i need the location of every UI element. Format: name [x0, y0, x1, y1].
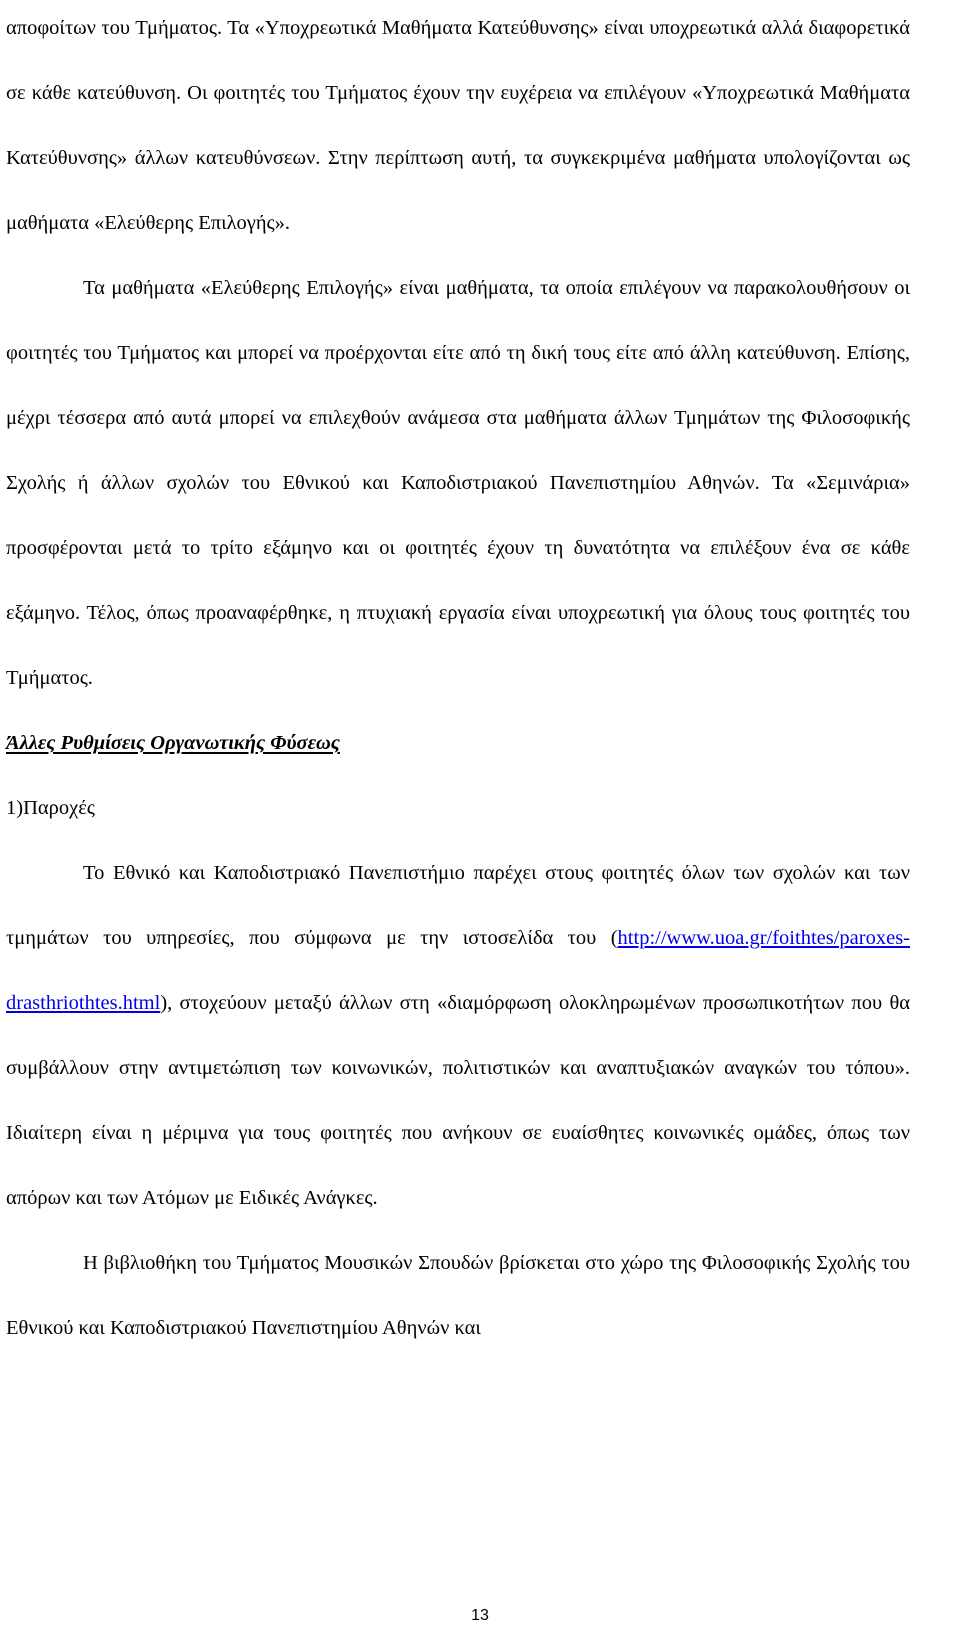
paragraph-compulsory-courses: αποφοίτων του Τμήματος. Τα «Υποχρεωτικά Μαθήματα Κατεύθυνσης» είναι υποχρεωτικά αλλά διαφορετικά σε κάθε κατεύθυνση. Οι φοιτητές του Τμήματος έχουν την ευχέρεια να επιλέγουν «Υποχρεωτικά Μαθήματα Κατεύθυνσης» άλλων κατευθύνσεων. Στην περίπτωση αυτή, τα συγκεκριμένα μαθήματα υπολογίζονται ως μαθήματα «Ελεύθερης Επιλογής».	[6, 17, 910, 234]
document-body	[6, 0, 910, 1361]
uoa-services-link[interactable]: http://www.uoa.gr/foithtes/paroxes-drasthriothtes.html	[6, 927, 910, 1014]
paragraph-services-text-start: Το Εθνικό και Καποδιστριακό Πανεπιστήμιο παρέχει στους φοιτητές όλων των σχολών και των τμημάτων του υπηρεσίες, που σύμφωνα με την ιστοσελίδα του (	[6, 862, 910, 949]
subsection-heading: 1)Παροχές	[6, 797, 95, 819]
paragraph-library: Η βιβλιοθήκη του Τμήματος Μουσικών Σπουδών βρίσκεται στο χώρο της Φιλοσοφικής Σχολής του Εθνικού και Καποδιστριακού Πανεπιστημίου Αθηνών και	[6, 1252, 910, 1339]
section-heading-text: Άλλες Ρυθμίσεις Οργανωτικής Φύσεως	[6, 732, 340, 754]
paragraph-services-text-end: ), στοχεύουν μεταξύ άλλων στη «διαμόρφωση ολοκληρωμένων προσωπικοτήτων που θα συμβάλλουν στην αντιμετώπιση των κοινωνικών, πολιτιστικών και αναπτυξιακών αναγκών του τόπου». Ιδιαίτερη είναι η μέριμνα για τους φοιτητές που ανήκουν σε ευαίσθητες κοινωνικές ομάδες, όπως των απόρων και των Ατόμων με Ειδικές Ανάγκες.	[6, 992, 910, 1209]
section-heading	[6, 711, 910, 776]
paragraph-university-services	[6, 841, 910, 1231]
page-number: 13	[471, 1607, 489, 1624]
paragraph-free-choice-courses: Τα μαθήματα «Ελεύθερης Επιλογής» είναι μαθήματα, τα οποία επιλέγουν να παρακολουθήσουν οι φοιτητές του Τμήματος και μπορεί να προέρχονται είτε από τη δική τους είτε από άλλη κατεύθυνση. Επίσης, μέχρι τέσσερα από αυτά μπορεί να επιλεχθούν ανάμεσα στα μαθήματα άλλων Τμημάτων της Φιλοσοφικής Σχολής ή άλλων σχολών του Εθνικού και Καποδιστριακού Πανεπιστημίου Αθηνών. Τα «Σεμινάρια» προσφέρονται μετά το τρίτο εξάμηνο και οι φοιτητές έχουν τη δυνατότητα να επιλέξουν ένα σε κάθε εξάμηνο. Τέλος, όπως προαναφέρθηκε, η πτυχιακή εργασία είναι υποχρεωτική για όλους τους φοιτητές του Τμήματος.	[6, 277, 910, 689]
